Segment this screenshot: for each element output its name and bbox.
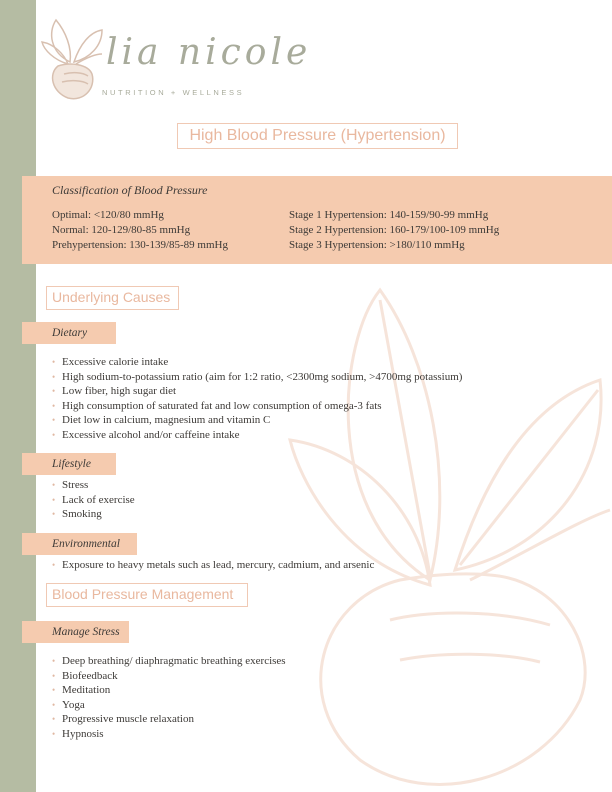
list-item: • Low fiber, high sugar diet [52, 384, 462, 399]
list-item: • Lack of exercise [52, 493, 135, 508]
classification-optimal: Optimal: <120/80 mmHg [52, 209, 164, 221]
lifestyle-list [52, 478, 135, 522]
classification-stage-1: Stage 1 Hypertension: 140-159/90-99 mmHg [289, 209, 489, 221]
classification-right-column [289, 208, 499, 253]
tab-dietary: Dietary [22, 322, 116, 344]
list-item: • Smoking [52, 507, 135, 522]
list-item: • High sodium-to-potassium ratio (aim for 1:2 ratio, <2300mg sodium, >4700mg potassium) [52, 370, 462, 385]
brand-tagline: NUTRITION + WELLNESS [102, 88, 245, 97]
tab-environmental: Environmental [22, 533, 137, 555]
list-item: • Progressive muscle relaxation [52, 712, 286, 727]
manage-stress-list [52, 654, 286, 742]
section-underlying-causes: Underlying Causes [46, 286, 179, 310]
list-item: • Exposure to heavy metals such as lead, mercury, cadmium, and arsenic [52, 558, 374, 573]
page-title: High Blood Pressure (Hypertension) [177, 123, 458, 149]
list-item: • Yoga [52, 698, 286, 713]
classification-stage-3: Stage 3 Hypertension: >180/110 mmHg [289, 239, 465, 251]
list-item: • Deep breathing/ diaphragmatic breathing exercises [52, 654, 286, 669]
list-item: • Excessive alcohol and/or caffeine intake [52, 428, 462, 443]
list-item: • Hypnosis [52, 727, 286, 742]
section-blood-pressure-management: Blood Pressure Management [46, 583, 248, 607]
list-item: • Meditation [52, 683, 286, 698]
classification-prehypertension: Prehypertension: 130-139/85-89 mmHg [52, 239, 228, 251]
list-item: • Biofeedback [52, 669, 286, 684]
classification-heading: Classification of Blood Pressure [52, 183, 208, 197]
tab-manage-stress: Manage Stress [22, 621, 129, 643]
tab-lifestyle: Lifestyle [22, 453, 116, 475]
list-item: • High consumption of saturated fat and low consumption of omega-3 fats [52, 399, 462, 414]
classification-left-column [52, 208, 228, 253]
classification-panel [22, 176, 612, 264]
brand-name: lia nicole [106, 32, 312, 73]
beet-logo-icon [40, 18, 104, 102]
dietary-list [52, 355, 462, 443]
list-item: • Excessive calorie intake [52, 355, 462, 370]
sidebar-stripe [0, 0, 36, 792]
environmental-list [52, 558, 374, 573]
list-item: • Diet low in calcium, magnesium and vitamin C [52, 413, 462, 428]
classification-normal: Normal: 120-129/80-85 mmHg [52, 224, 191, 236]
list-item: • Stress [52, 478, 135, 493]
classification-stage-2: Stage 2 Hypertension: 160-179/100-109 mmHg [289, 224, 500, 236]
brand-logo [40, 18, 312, 102]
